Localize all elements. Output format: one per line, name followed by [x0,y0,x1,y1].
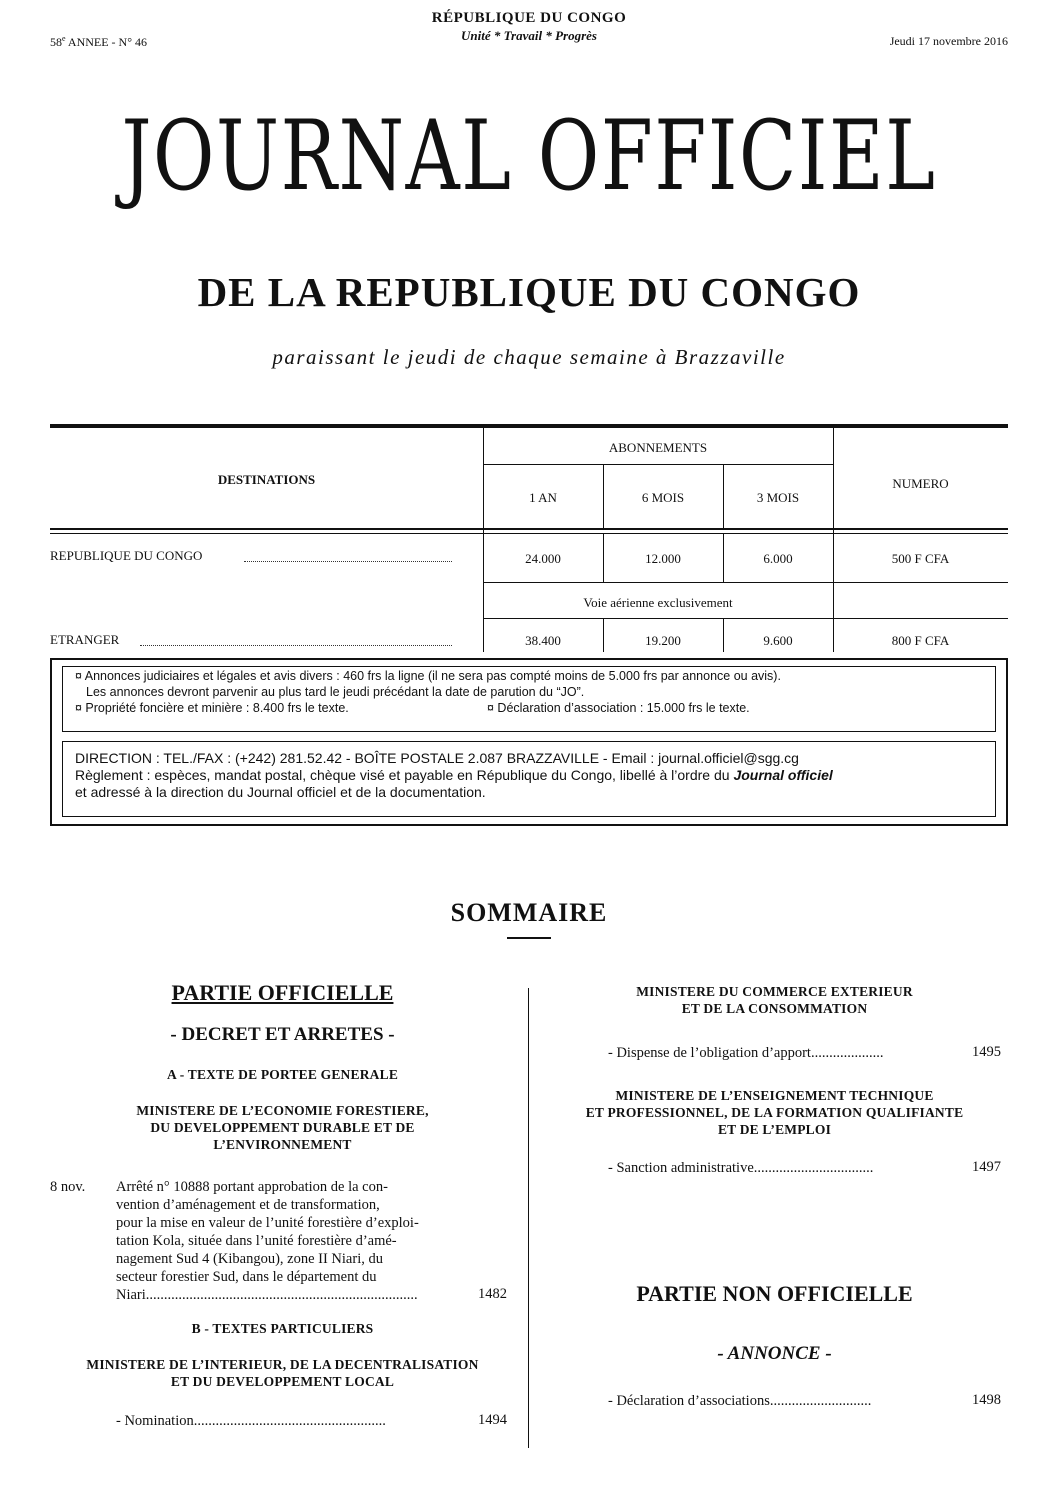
ministry-foret: MINISTERE DE L’ECONOMIE FORESTIERE, DU DEVELOPPEMENT DURABLE ET DE L’ENVIRONNEMENT [136,1103,429,1152]
congo-1an: 24.000 [525,551,561,566]
notice-declaration: ¤ Déclaration d’association : 15.000 frs le texte. [487,701,750,715]
issue-date: Jeudi 17 novembre 2016 [889,34,1008,48]
nomination-page: 1494 [478,1412,507,1428]
declaration-page: 1498 [972,1392,1001,1408]
ministry-enseignement: MINISTERE DE L’ENSEIGNEMENT TECHNIQUE ET PROFESSIONNEL, DE LA FORMATION QUALIFIANTE ET DE L’EMPLOI [585,1088,964,1137]
row-congo-label: REPUBLIQUE DU CONGO [50,548,203,563]
numero-header: NUMERO [892,476,949,491]
row-etranger-label: ETRANGER [50,632,120,647]
subscription-table [50,424,1008,656]
congo-3mois: 6.000 [763,551,793,566]
info-box [50,658,1008,826]
journal-subtitle: DE LA REPUBLIQUE DU CONGO [197,269,861,315]
journal-officiel-emph: Journal officiel [733,767,833,783]
period-3mois: 3 MOIS [756,490,800,505]
etranger-numero: 800 F CFA [891,633,950,648]
entry-sanction[interactable]: - Sanction administrative................................. [608,1160,874,1176]
annonce-heading: - ANNONCE - [717,1343,832,1364]
entry-arrete-10888[interactable]: Arrêté n° 10888 portant approbation de la con- vention d’aménagement et de transformation, pour la mise en valeur de l’unité forestière d’exploi- tation Kola, située dans l’unité forestière d’amé- nagement Sud 4 (Kibangou), zone II Niari, du secteur forestier Sud, dans le département du Niari........................................................................... [116,1179,419,1303]
ministry-interieur: MINISTERE DE L’INTERIEUR, DE LA DECENTRALISATION ET DU DEVELOPPEMENT LOCAL [86,1357,479,1389]
sanction-page: 1497 [972,1159,1001,1175]
abonnements-header: ABONNEMENTS [608,440,708,455]
congo-numero: 500 F CFA [891,551,950,566]
issue-number: 58e ANNEE - N° 46 [50,34,148,49]
entry-declaration[interactable]: - Déclaration d’associations............................ [608,1393,872,1409]
direction-address: et adressé à la direction du Journal officiel et de la documentation. [75,784,486,800]
etranger-3mois: 9.600 [763,633,793,648]
destinations-header: DESTINATIONS [217,472,316,487]
notice-propriete: ¤ Propriété foncière et minière : 8.400 frs le texte. [75,701,349,715]
direction-contact: DIRECTION : TEL./FAX : (+242) 281.52.42 - BOÎTE POSTALE 2.087 BRAZZAVILLE - Email : journal.officiel@sgg.cg [75,750,799,766]
section-a: A - TEXTE DE PORTEE GENERALE [166,1067,399,1082]
period-6mois: 6 MOIS [641,490,685,505]
partie-officielle: PARTIE OFFICIELLE [171,980,394,1005]
entry-date: 8 nov. [50,1179,86,1195]
congo-6mois: 12.000 [645,551,681,566]
entry-nomination[interactable]: - Nomination..................................................... [116,1413,386,1429]
air-note: Voie aérienne exclusivement [583,595,733,610]
journal-title: JOURNAL OFFICIEL [121,100,937,212]
notice-annonces: ¤ Annonces judiciaires et légales et avis divers : 460 frs la ligne (il ne sera pas compté moins de 5.000 frs par annonce ou avis). [75,669,781,683]
column-divider [528,988,529,1448]
partie-non-officielle: PARTIE NON OFFICIELLE [636,1281,913,1306]
sommaire-title: SOMMAIRE [450,898,608,927]
entry-page-1482: 1482 [478,1286,507,1302]
etranger-1an: 38.400 [525,633,561,648]
dispense-page: 1495 [972,1044,1001,1060]
sommaire-rule [507,937,551,939]
decret-arretes: - DECRET ET ARRETES - [170,1024,395,1045]
journal-tagline: paraissant le jeudi de chaque semaine à Brazzaville [272,345,786,369]
reglement-text: Règlement : espèces, mandat postal, chèque visé et payable en République du Congo, libellé à l’ordre du [75,767,734,783]
direction-box [62,741,996,817]
entry-dispense[interactable]: - Dispense de l’obligation d’apport.................... [608,1045,884,1061]
national-motto: Unité * Travail * Progrès [460,28,597,43]
section-b: B - TEXTES PARTICULIERS [191,1321,374,1336]
notice-deadline: Les annonces devront parvenir au plus tard le jeudi précédant la date de parution du “JO”. [86,685,585,699]
notices-box [62,666,996,732]
period-1an: 1 AN [529,490,557,505]
etranger-6mois: 19.200 [645,633,681,648]
ministry-commerce: MINISTERE DU COMMERCE EXTERIEUR ET DE LA CONSOMMATION [636,984,913,1016]
republic-name: RÉPUBLIQUE DU CONGO [431,10,627,26]
